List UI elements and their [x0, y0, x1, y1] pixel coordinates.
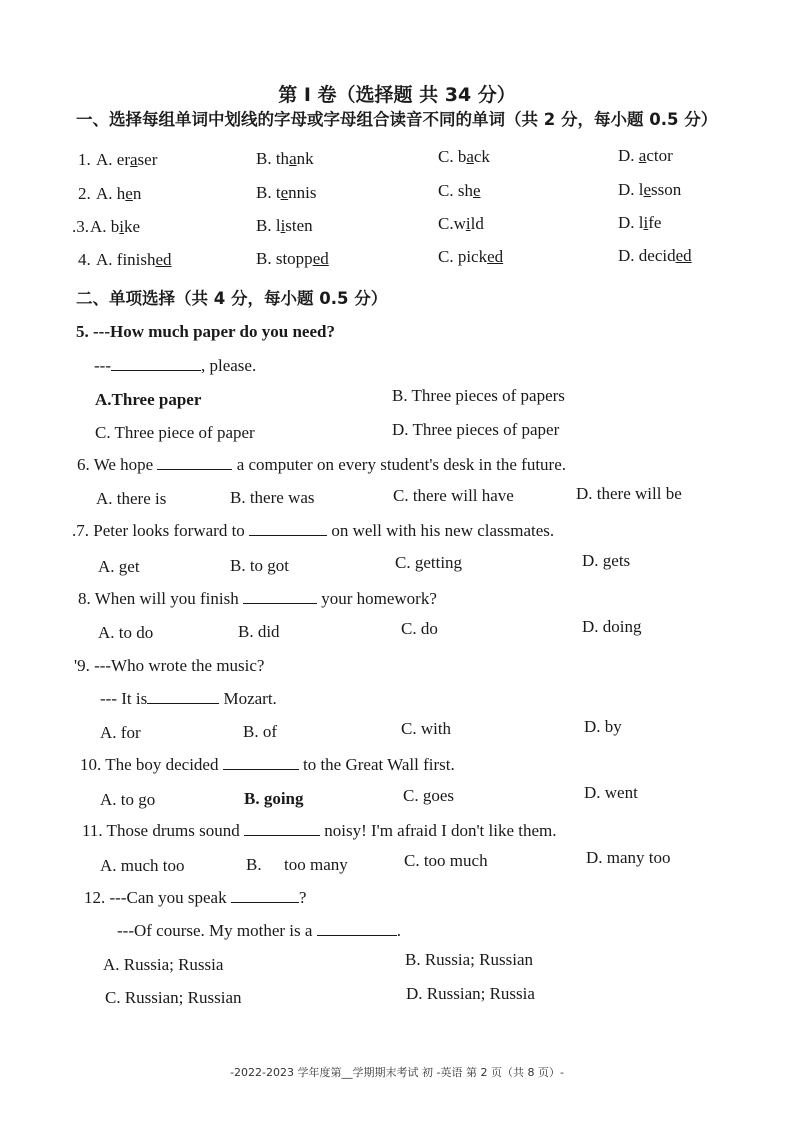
option-prefix: C. sh [438, 181, 473, 200]
question-number: 1. [78, 150, 91, 169]
option-prefix: D. l [618, 179, 644, 199]
q8-stem: 8. When will you finish [78, 589, 239, 608]
q12-prompt [84, 888, 306, 908]
q10-option-b: B. going [244, 789, 304, 808]
underlined-letters: e [643, 179, 652, 199]
underlined-letters: a [466, 147, 474, 166]
q10-prompt [80, 755, 455, 775]
phonics-option-c [438, 181, 481, 201]
underlined-letters: a [129, 150, 138, 169]
underlined-letters: e [125, 184, 133, 203]
q12-stem-2: ---Of course. My mother is a [117, 921, 313, 940]
option-suffix: n [132, 184, 142, 203]
option-prefix: A. finish [96, 250, 156, 269]
q11-stem: 11. Those drums sound [82, 821, 240, 840]
option-prefix: A. er [96, 150, 130, 169]
option-suffix: sten [285, 215, 313, 235]
q5-option-c: C. Three piece of paper [95, 423, 255, 442]
option-prefix: D. l [618, 212, 644, 232]
option-suffix: nnis [288, 182, 317, 202]
q5-option-b: B. Three pieces of papers [392, 386, 565, 405]
option-prefix: B. t [256, 182, 281, 202]
underlined-letters: i [465, 214, 471, 233]
section-2-heading: 二、单项选择（共 4 分，每小题 0.5 分） [76, 289, 388, 308]
q11-option-c: C. too much [404, 851, 488, 870]
q8-option-d: D. doing [582, 617, 642, 636]
q12-period: . [396, 921, 401, 940]
phonics-option-d [618, 146, 673, 166]
phonics-option-a [96, 184, 141, 204]
q5-option-a: A.Three paper [95, 390, 202, 409]
q10-option-c: C. goes [403, 786, 454, 805]
underlined-letters: a [289, 148, 297, 168]
option-prefix: C. pick [438, 247, 488, 266]
underlined-letters: ed [312, 248, 329, 268]
q5-blank [111, 356, 201, 371]
option-prefix: D. [618, 145, 639, 165]
phonics-option-c [438, 214, 484, 234]
q12-option-b: B. Russia; Russian [405, 950, 533, 969]
phonics-question-2 [0, 179, 794, 212]
option-prefix: A. b [90, 217, 120, 236]
q9-stem: --- It is [100, 689, 148, 708]
option-suffix: ser [137, 150, 158, 169]
phonics-option-a [90, 217, 140, 237]
q12-option-a: A. Russia; Russia [103, 955, 224, 974]
phonics-option-c [438, 147, 490, 167]
q5-dash: --- [94, 356, 111, 375]
q7-blank [249, 521, 327, 536]
option-prefix: B. stopp [256, 248, 313, 268]
q12-blank-1 [231, 888, 299, 903]
phonics-option-b [256, 249, 329, 269]
q7-prompt [72, 521, 554, 541]
q9-tail: Mozart. [223, 689, 277, 708]
q6-option-b: B. there was [230, 488, 315, 507]
option-suffix: fe [648, 212, 662, 232]
underlined-letters: ed [675, 245, 692, 265]
q11-blank [244, 821, 320, 836]
q10-stem: 10. The boy decided [80, 755, 219, 774]
option-suffix: sson [651, 179, 682, 199]
q10-option-d: D. went [584, 783, 638, 802]
underlined-letters: ed [155, 250, 172, 269]
phonics-option-a [96, 250, 172, 270]
underlined-letters: i [119, 217, 125, 236]
q9-prompt: '9. ---Who wrote the music? [74, 656, 265, 675]
q8-blank [243, 589, 317, 604]
option-prefix: B. th [256, 148, 290, 168]
option-suffix: ld [470, 214, 484, 233]
q7-option-d: D. gets [582, 551, 631, 570]
q8-tail: your homework? [321, 589, 437, 608]
q6-option-d: D. there will be [576, 484, 682, 503]
q7-option-a: A. get [98, 557, 140, 576]
question-number: 4. [78, 250, 91, 269]
underlined-letters: e [280, 182, 289, 202]
q11-prompt [82, 821, 557, 841]
option-suffix: nk [296, 148, 314, 168]
q5-prompt: 5. ---How much paper do you need? [76, 322, 335, 341]
q5-answer-line [94, 356, 256, 376]
option-prefix: C. b [438, 147, 467, 166]
q7-option-c: C. getting [395, 553, 463, 572]
q7-tail: on well with his new classmates. [331, 521, 555, 540]
q11-option-b-letter: B. [246, 855, 262, 874]
phonics-option-d [618, 246, 692, 266]
q12-answer-line [117, 921, 401, 941]
option-prefix: A. h [96, 184, 126, 203]
q9-answer-line [100, 689, 277, 709]
question-number: .3. [72, 217, 89, 236]
phonics-option-d [618, 180, 681, 200]
q11-option-b-text: too many [284, 855, 348, 874]
q6-blank [157, 455, 232, 470]
phonics-question-4 [0, 245, 794, 278]
q5-suffix: , please. [200, 356, 257, 375]
option-prefix: D. decid [618, 245, 676, 265]
q12-stem: 12. ---Can you speak [84, 888, 227, 907]
q5-option-d: D. Three pieces of paper [392, 420, 560, 439]
q8-option-a: A. to do [98, 623, 154, 642]
q8-option-c: C. do [401, 619, 438, 638]
phonics-option-a [96, 150, 157, 170]
q9-blank [147, 689, 219, 704]
phonics-option-b [256, 216, 313, 236]
option-prefix: C.w [438, 214, 466, 233]
q12-option-d: D. Russian; Russia [406, 984, 535, 1003]
phonics-question-3 [0, 212, 794, 245]
phonics-question-1 [0, 145, 794, 178]
q6-option-c: C. there will have [393, 486, 514, 505]
option-suffix: ctor [646, 145, 673, 165]
q11-option-d: D. many too [586, 848, 671, 867]
q10-option-a: A. to go [100, 790, 156, 809]
q11-tail: noisy! I'm afraid I don't like them. [324, 821, 557, 840]
option-suffix: ck [473, 147, 490, 166]
q8-prompt [78, 589, 437, 609]
q12-option-c: C. Russian; Russian [105, 988, 242, 1007]
q8-option-b: B. did [238, 622, 280, 641]
underlined-letters: e [472, 181, 481, 200]
phonics-option-c [438, 247, 503, 267]
question-number: 2. [78, 184, 91, 203]
q9-option-d: D. by [584, 717, 622, 736]
q9-option-c: C. with [401, 719, 452, 738]
q11-option-a: A. much too [100, 856, 185, 875]
page-footer: -2022-2023 学年度第__学期期末考试 初 -英语 第 2 页（共 8 页）- [230, 1066, 564, 1079]
q6-option-a: A. there is [96, 489, 167, 508]
q12-qmark: ? [298, 888, 307, 907]
option-prefix: B. l [256, 215, 281, 235]
q10-blank [223, 755, 299, 770]
phonics-option-b [256, 149, 314, 169]
q9-option-b: B. of [243, 722, 277, 741]
section-1-heading: 一、选择每组单词中划线的字母或字母组合读音不同的单词（共 2 分，每小题 0.5 分） [76, 110, 718, 129]
underlined-letters: i [280, 215, 286, 235]
q9-option-a: A. for [100, 723, 141, 742]
q6-stem: 6. We hope [77, 455, 154, 474]
q7-option-b: B. to got [230, 556, 290, 575]
underlined-letters: a [638, 145, 647, 165]
q6-prompt [77, 455, 566, 475]
q10-tail: to the Great Wall first. [302, 755, 455, 774]
underlined-letters: ed [487, 247, 504, 266]
paper-title: 第 I 卷（选择题 共 34 分） [278, 84, 516, 106]
option-suffix: ke [124, 217, 141, 236]
q7-stem: .7. Peter looks forward to [72, 521, 245, 540]
underlined-letters: i [643, 212, 649, 232]
q12-blank-2 [317, 921, 397, 936]
q6-tail: a computer on every student's desk in the future. [236, 455, 566, 474]
phonics-option-b [256, 183, 316, 203]
phonics-option-d [618, 213, 661, 233]
